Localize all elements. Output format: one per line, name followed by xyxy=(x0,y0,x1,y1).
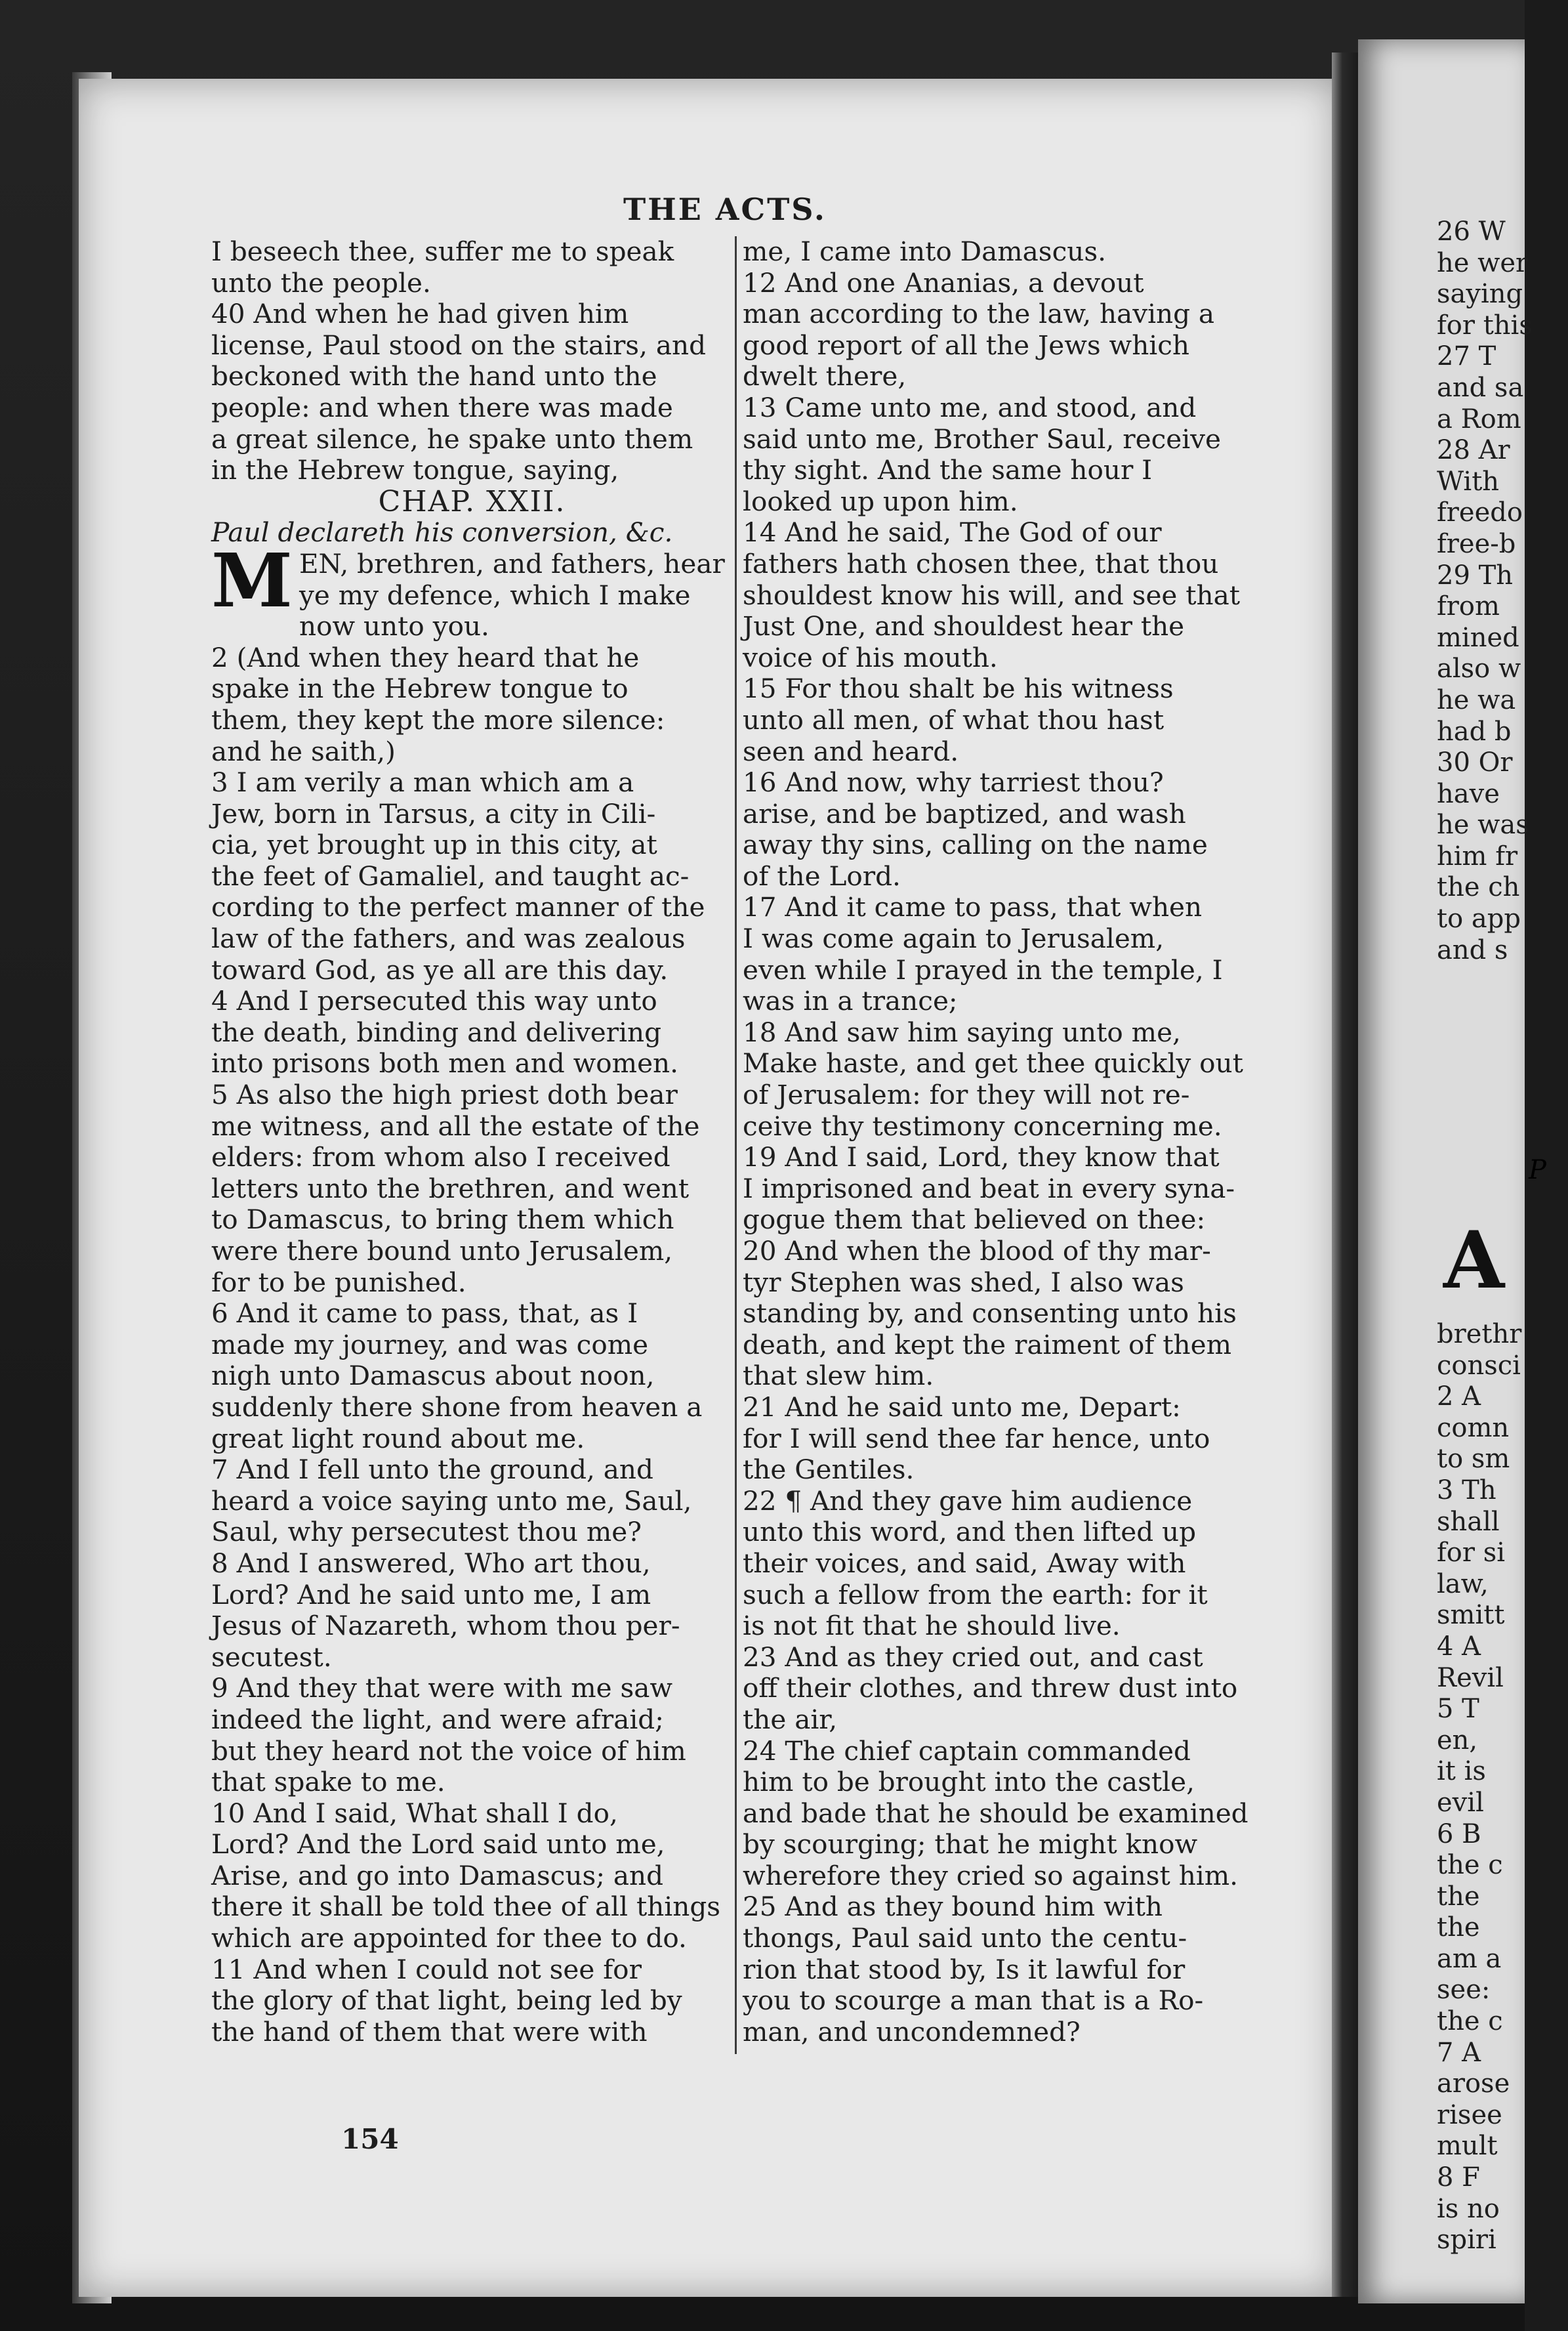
right-page-fragment-top xyxy=(1437,217,1568,966)
text-line: thongs, Paul said unto the centu- xyxy=(743,1922,1187,1954)
page-number: 154 xyxy=(341,2123,399,2155)
text-line: that slew him. xyxy=(743,1360,934,1392)
text-line: good report of all the Jews which xyxy=(743,329,1190,361)
text-line: the hand of them that were with xyxy=(211,2015,648,2048)
text-line: their voices, and said, Away with xyxy=(743,1547,1186,1579)
text-line: the death, binding and delivering xyxy=(211,1016,662,1048)
text-line: 28 Ar xyxy=(1437,435,1510,466)
text-line: ye my defence, which I make xyxy=(299,579,691,611)
text-line: spiri xyxy=(1437,2225,1496,2256)
text-line: the feet of Gamaliel, and taught ac- xyxy=(211,860,690,892)
text-line: EN, brethren, and fathers, hear xyxy=(299,547,725,579)
text-line: from xyxy=(1437,591,1500,622)
text-line: 30 Or xyxy=(1437,747,1513,778)
text-line: saying xyxy=(1437,279,1523,310)
text-line: fathers hath chosen thee, that thou xyxy=(743,547,1219,579)
text-line: the xyxy=(1437,1881,1480,1912)
text-line: I beseech thee, suffer me to speak xyxy=(211,236,674,267)
text-line: suddenly there shone from heaven a xyxy=(211,1391,703,1423)
running-head: THE ACTS. xyxy=(623,192,827,227)
text-line: 9 And they that were with me saw xyxy=(211,1672,673,1704)
text-line: mined xyxy=(1437,622,1519,653)
text-line: the Gentiles. xyxy=(743,1454,915,1486)
text-line: death, and kept the raiment of them xyxy=(743,1328,1231,1360)
text-line: 15 For thou shalt be his witness xyxy=(743,673,1174,705)
text-line: for this xyxy=(1437,310,1533,341)
text-line: was in a trance; xyxy=(743,985,958,1017)
text-line: Jew, born in Tarsus, a city in Cili- xyxy=(211,797,656,830)
text-line: 6 B xyxy=(1437,1818,1481,1849)
text-line: 10 And I said, What shall I do, xyxy=(211,1797,618,1829)
right-page-drop-cap: A xyxy=(1443,1214,1505,1307)
chapter-summary: Paul declareth his conversion, &c. xyxy=(211,516,673,549)
text-line: there it shall be told thee of all things xyxy=(211,1891,721,1923)
text-line: 2 (And when they heard that he xyxy=(211,641,640,673)
text-line: even while I prayed in the temple, I xyxy=(743,954,1223,986)
text-line: smitt xyxy=(1437,1600,1505,1631)
text-line: made my journey, and was come xyxy=(211,1328,649,1360)
text-line: mult xyxy=(1437,2131,1498,2162)
text-line: rion that stood by, Is it lawful for xyxy=(743,1953,1186,1985)
text-line: I was come again to Jerusalem, xyxy=(743,923,1165,955)
text-line: law of the fathers, and was zealous xyxy=(211,923,686,955)
text-line: were there bound unto Jerusalem, xyxy=(211,1235,673,1267)
text-line: 5 T xyxy=(1437,1694,1479,1725)
text-line: 25 And as they bound him with xyxy=(743,1891,1163,1923)
text-line: consci xyxy=(1437,1350,1521,1381)
text-line: 12 And one Ananias, a devout xyxy=(743,266,1144,299)
text-line: which are appointed for thee to do. xyxy=(211,1922,687,1954)
right-page-fragment-letter: P xyxy=(1529,1155,1546,1185)
text-line: 7 A xyxy=(1437,2037,1481,2068)
text-line: standing by, and consenting unto his xyxy=(743,1297,1237,1330)
text-line: nigh unto Damascus about noon, xyxy=(211,1360,655,1392)
text-line: law, xyxy=(1437,1568,1489,1599)
text-line: letters unto the brethren, and went xyxy=(211,1172,690,1204)
text-line: in the Hebrew tongue, saying, xyxy=(211,454,619,486)
text-line: by scourging; that he might know xyxy=(743,1828,1198,1860)
text-line: to sm xyxy=(1437,1444,1510,1475)
text-line: 8 And I answered, Who art thou, xyxy=(211,1547,651,1579)
text-line: cording to the perfect manner of the xyxy=(211,891,705,923)
text-line: 6 And it came to pass, that, as I xyxy=(211,1297,638,1330)
text-line: spake in the Hebrew tongue to xyxy=(211,673,629,705)
text-line: 13 Came unto me, and stood, and xyxy=(743,391,1197,423)
text-line: 27 T xyxy=(1437,341,1496,372)
text-line: have xyxy=(1437,778,1500,809)
text-line: 4 A xyxy=(1437,1631,1481,1662)
text-line: 4 And I persecuted this way unto xyxy=(211,985,657,1017)
text-line: the glory of that light, being led by xyxy=(211,1984,682,2017)
text-line: Make haste, and get thee quickly out xyxy=(743,1047,1243,1080)
text-line: into prisons both men and women. xyxy=(211,1047,678,1080)
right-page-fragment-bottom xyxy=(1437,1319,1568,2256)
text-line: 18 And saw him saying unto me, xyxy=(743,1016,1181,1048)
text-line: 5 As also the high priest doth bear xyxy=(211,1079,678,1111)
text-line: 26 W xyxy=(1437,217,1506,247)
text-line: Just One, and shouldest hear the xyxy=(743,610,1185,642)
text-line: said unto me, Brother Saul, receive xyxy=(743,423,1222,455)
left-column xyxy=(211,236,733,2048)
text-line: 24 The chief captain commanded xyxy=(743,1734,1191,1767)
text-line: beckoned with the hand unto the xyxy=(211,360,657,392)
text-line: the xyxy=(1437,1912,1480,1943)
text-line: 22 ¶ And they gave him audience xyxy=(743,1484,1193,1517)
text-line: 40 And when he had given him xyxy=(211,298,629,330)
text-line: seen and heard. xyxy=(743,735,959,767)
text-line: comn xyxy=(1437,1412,1510,1443)
text-line: now unto you. xyxy=(299,610,489,642)
text-line: 20 And when the blood of thy mar- xyxy=(743,1235,1211,1267)
middle-column-verses xyxy=(743,236,1268,2048)
text-line: 17 And it came to pass, that when xyxy=(743,891,1203,923)
text-line: 14 And he said, The God of our xyxy=(743,516,1162,549)
text-line: for si xyxy=(1437,1538,1506,1568)
text-line: Lord? And the Lord said unto me, xyxy=(211,1828,665,1860)
text-line: 3 I am verily a man which am a xyxy=(211,766,634,799)
text-line: me, I came into Damascus. xyxy=(743,236,1107,267)
text-line: 16 And now, why tarriest thou? xyxy=(743,766,1164,799)
text-line: off their clothes, and threw dust into xyxy=(743,1672,1238,1704)
left-column-verses-before xyxy=(211,236,733,486)
text-line: brethr xyxy=(1437,1319,1522,1349)
text-line: en, xyxy=(1437,1725,1478,1755)
text-line: license, Paul stood on the stairs, and xyxy=(211,329,706,361)
text-line: 29 Th xyxy=(1437,560,1514,591)
text-line: free-b xyxy=(1437,528,1516,559)
text-line: he was xyxy=(1437,810,1529,841)
text-line: evil xyxy=(1437,1787,1484,1818)
text-line: Arise, and go into Damascus; and xyxy=(211,1859,664,1891)
text-line: unto this word, and then lifted up xyxy=(743,1516,1197,1548)
text-line: 2 A xyxy=(1437,1381,1481,1412)
text-line: wherefore they cried so against him. xyxy=(743,1859,1239,1891)
text-line: a Rom xyxy=(1437,404,1521,434)
text-line: toward God, as ye all are this day. xyxy=(211,954,669,986)
text-line: but they heard not the voice of him xyxy=(211,1734,686,1767)
text-line: to Damascus, to bring them which xyxy=(211,1204,674,1236)
text-line: him fr xyxy=(1437,841,1518,872)
text-line: people: and when there was made xyxy=(211,391,673,423)
text-line: he wer xyxy=(1437,247,1529,278)
text-line: me witness, and all the estate of the xyxy=(211,1110,700,1142)
text-line: shouldest know his will, and see that xyxy=(743,579,1241,611)
text-line: for I will send thee far hence, unto xyxy=(743,1422,1210,1454)
text-line: unto the people. xyxy=(211,266,431,299)
text-line: a great silence, he spake unto them xyxy=(211,423,693,455)
drop-cap: M xyxy=(211,537,293,624)
text-line: man according to the law, having a xyxy=(743,298,1215,330)
text-line: 23 And as they cried out, and cast xyxy=(743,1641,1203,1673)
text-line: I imprisoned and beat in every syna- xyxy=(743,1172,1235,1204)
text-line: arose xyxy=(1437,2068,1510,2099)
text-line: looked up upon him. xyxy=(743,485,1018,517)
book-gutter xyxy=(1332,52,1358,2297)
text-line: the ch xyxy=(1437,872,1520,903)
text-line: him to be brought into the castle, xyxy=(743,1766,1195,1798)
text-line: voice of his mouth. xyxy=(743,641,998,673)
text-line: see: xyxy=(1437,1975,1491,2006)
text-line: the air, xyxy=(743,1703,838,1735)
text-line: With xyxy=(1437,466,1500,497)
text-line: unto all men, of what thou hast xyxy=(743,704,1165,736)
text-line: 8 F xyxy=(1437,2162,1480,2193)
text-line: it is xyxy=(1437,1756,1486,1787)
text-line: and sa xyxy=(1437,372,1524,403)
middle-column xyxy=(743,236,1268,2048)
text-line: man, and uncondemned? xyxy=(743,2015,1081,2048)
text-line: ceive thy testimony concerning me. xyxy=(743,1110,1222,1142)
text-line: indeed the light, and were afraid; xyxy=(211,1703,664,1735)
text-line: and he saith,) xyxy=(211,735,396,767)
text-line: arise, and be baptized, and wash xyxy=(743,797,1186,830)
text-line: 21 And he said unto me, Depart: xyxy=(743,1391,1181,1423)
text-line: great light round about me. xyxy=(211,1422,585,1454)
left-column-verses-after xyxy=(211,537,733,2048)
text-line: Lord? And he said unto me, I am xyxy=(211,1578,651,1610)
text-line: is no xyxy=(1437,2193,1500,2224)
text-line: and s xyxy=(1437,934,1508,965)
text-line: 7 And I fell unto the ground, and xyxy=(211,1454,653,1486)
text-line: you to scourge a man that is a Ro- xyxy=(743,1984,1204,2017)
text-line: the c xyxy=(1437,2006,1503,2037)
text-line: Jesus of Nazareth, whom thou per- xyxy=(211,1610,680,1642)
text-line: dwelt there, xyxy=(743,360,907,392)
text-line: of Jerusalem: for they will not re- xyxy=(743,1079,1190,1111)
text-line: tyr Stephen was shed, I also was xyxy=(743,1266,1184,1298)
chapter-opening xyxy=(211,537,733,2048)
text-line: 19 And I said, Lord, they know that xyxy=(743,1141,1220,1173)
text-line: to app xyxy=(1437,904,1521,934)
text-line: Saul, why persecutest thou me? xyxy=(211,1516,642,1548)
text-line: thy sight. And the same hour I xyxy=(743,454,1153,486)
text-line: also w xyxy=(1437,654,1521,684)
text-line: of the Lord. xyxy=(743,860,901,892)
text-line: elders: from whom also I received xyxy=(211,1141,671,1173)
text-line: is not fit that he should live. xyxy=(743,1610,1121,1642)
text-line: the c xyxy=(1437,1850,1503,1881)
text-line: them, they kept the more silence: xyxy=(211,704,665,736)
text-line: heard a voice saying unto me, Saul, xyxy=(211,1484,692,1517)
column-divider xyxy=(735,236,737,2054)
text-line: for to be punished. xyxy=(211,1266,466,1298)
text-line: freedo xyxy=(1437,497,1523,528)
text-line: such a fellow from the earth: for it xyxy=(743,1578,1208,1610)
text-line: am a xyxy=(1437,1943,1502,1974)
text-line: Revil xyxy=(1437,1662,1504,1693)
text-line: and bade that he should be examined xyxy=(743,1797,1248,1829)
text-line: had b xyxy=(1437,716,1512,747)
chapter-heading: CHAP. XXII. xyxy=(378,484,566,518)
text-line: cia, yet brought up in this city, at xyxy=(211,829,657,861)
text-line: secutest. xyxy=(211,1641,332,1673)
text-line: away thy sins, calling on the name xyxy=(743,829,1208,861)
text-line: 3 Th xyxy=(1437,1475,1496,1505)
text-line: risee xyxy=(1437,2099,1502,2130)
text-line: that spake to me. xyxy=(211,1766,445,1798)
text-line: shall xyxy=(1437,1506,1500,1537)
text-line: he wa xyxy=(1437,684,1516,715)
text-line: 11 And when I could not see for xyxy=(211,1953,642,1985)
text-line: gogue them that believed on thee: xyxy=(743,1204,1206,1236)
